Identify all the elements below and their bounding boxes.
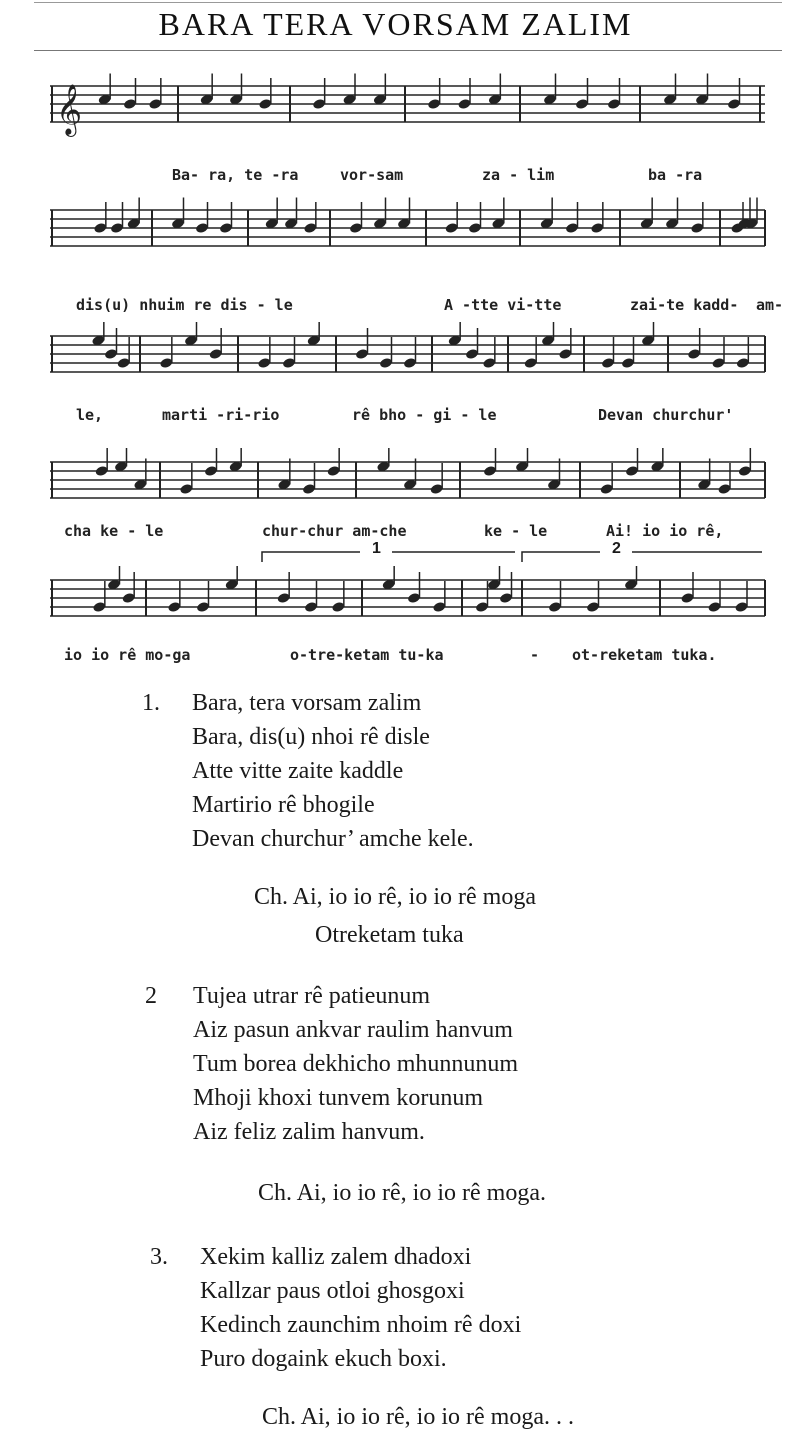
staff-system [0,566,791,646]
title-rule [34,50,782,51]
verse-2-line: Mhoji khoxi tunvem korunum [193,1085,483,1111]
staff-system [0,448,791,528]
lyric-syllables: cha ke - le [64,522,164,540]
volta-brackets [0,544,791,564]
verse-1-line: Atte vitte zaite kaddle [192,758,404,784]
lyric-syllables: - [530,646,540,664]
staff-system [0,72,791,152]
chorus-3-line: Ch. Ai, io io rê, io io rê moga. . . [262,1404,574,1430]
lyric-syllables: za - lim [482,166,555,184]
lyric-syllables: zai-te kadd- [630,296,739,314]
ending-label: 1 [372,540,381,557]
verse-2-line: Tum borea dekhicho mhunnunum [193,1051,519,1077]
staff-system [0,322,791,402]
staff-system [0,196,791,276]
song-title: BARA TERA VORSAM ZALIM [158,6,633,42]
lyric-syllables: Ai! io io rê, [606,522,724,540]
verse-1 [192,686,474,856]
chorus-2-line: Ch. Ai, io io rê, io io rê moga. [258,1180,546,1206]
verse-1-line: Bara, tera vorsam zalim [192,690,422,716]
lyric-syllables: vor-sam [340,166,404,184]
lyric-syllables: ot-reketam tuka. [572,646,717,664]
verse-3-line: Kedinch zaunchim nhoim rê doxi [200,1312,522,1338]
lyric-syllables: ke - le [484,522,548,540]
verse-3-line: Kallzar paus otloi ghosgoxi [200,1278,465,1304]
verse-3-line: Puro dogaink ekuch boxi. [200,1346,447,1372]
lyric-syllables: dis(u) nhuim re dis - le [76,296,293,314]
volta-bracket [522,552,762,562]
lyric-syllables: rê bho - gi - le [352,406,497,424]
verse-2-line: Aiz feliz zalim hanvum. [193,1119,425,1145]
volta-bracket [262,552,515,562]
staff-svg [0,448,791,528]
verse-3-number: 3. [150,1244,168,1270]
verse-3-line: Xekim kalliz zalem dhadoxi [200,1244,472,1270]
verse-2-line: Aiz pasun ankvar raulim hanvum [193,1017,513,1043]
lyric-syllables: A -tte vi-tte [444,296,562,314]
chorus-1-line: Otreketam tuka [315,922,464,948]
verse-2-number: 2 [145,983,157,1009]
lyric-syllables: Devan churchur' [598,406,734,424]
verse-1-number: 1. [142,690,160,716]
chorus-1-line: Ch. Ai, io io rê, io io rê moga [254,884,536,910]
staff-svg [0,72,791,152]
verse-1-line: Devan churchur’ amche kele. [192,826,474,852]
lyric-syllables: io io rê mo-ga [64,646,191,664]
treble-clef-icon: 𝄞 [56,84,83,135]
lyric-syllables: o-tre-ketam tu-ka [290,646,444,664]
verse-1-line: Bara, dis(u) nhoi rê disle [192,724,430,750]
staff-svg [0,566,791,646]
lyric-syllables: ba -ra [648,166,703,184]
lyric-syllables: chur-chur am-che [262,522,407,540]
verse-2-line: Tujea utrar rê patieunum [193,983,431,1009]
lyric-syllables: le, [76,406,104,424]
lyric-syllables: marti -ri-rio [162,406,280,424]
ending-label: 2 [612,540,621,557]
top-rule [34,2,782,3]
lyric-syllables: am- [756,296,784,314]
staff-svg [0,196,791,276]
staff-svg [0,322,791,402]
lyric-syllables: Ba- ra, te -ra [172,166,299,184]
verse-2 [193,979,518,1149]
verse-1-line: Martirio rê bhogile [192,792,375,818]
verse-3 [200,1240,521,1376]
